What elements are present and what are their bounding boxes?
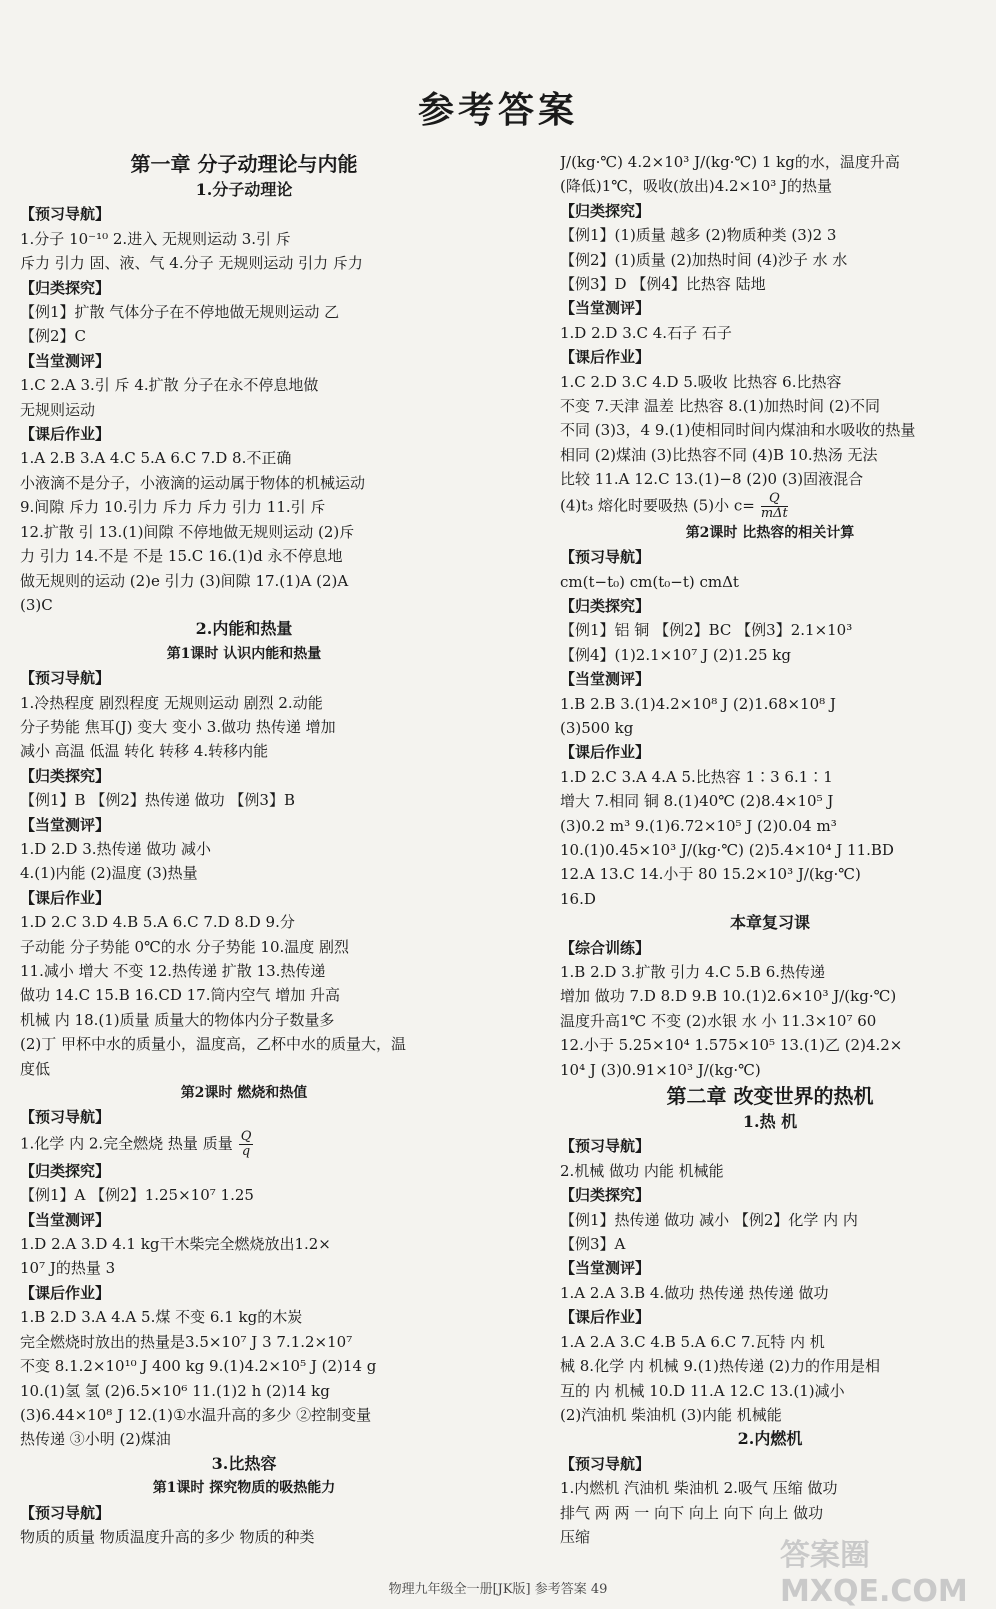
answer-line bbox=[20, 1130, 468, 1159]
answer-line bbox=[560, 492, 980, 521]
line-text: 【课后作业】 bbox=[560, 348, 651, 367]
answer-line bbox=[560, 716, 980, 740]
line-text: 完全燃烧时放出的热量是3.5×10⁷ J 3 7.1.2×10⁷ bbox=[20, 1332, 353, 1351]
answer-line bbox=[20, 1525, 468, 1549]
answer-line bbox=[20, 544, 468, 568]
fraction-numerator: Q bbox=[240, 1129, 252, 1144]
line-text: 本章复习课 bbox=[729, 913, 810, 933]
line-text: 12.小于 5.25×10⁴ 1.575×10⁵ 13.(1)乙 (2)4.2× bbox=[560, 1036, 903, 1055]
answer-line bbox=[20, 1305, 468, 1329]
answer-line bbox=[560, 1403, 980, 1427]
line-text: 12.A 13.C 14.小于 80 15.2×10³ J/(kg·℃) bbox=[560, 865, 861, 884]
section-heading bbox=[560, 1110, 980, 1134]
section-tag bbox=[20, 1281, 468, 1305]
line-text: (降低)1℃，吸收(放出)4.2×10³ J的热量 bbox=[560, 177, 833, 196]
answer-line bbox=[20, 324, 468, 348]
section-tag bbox=[20, 1105, 468, 1129]
fraction-denominator: mΔt bbox=[760, 505, 788, 521]
page-footer: 物理九年级全一册[JK版] 参考答案 49 bbox=[388, 1582, 608, 1597]
answer-line bbox=[560, 618, 980, 642]
answer-line bbox=[20, 495, 468, 519]
line-text: 12.扩散 引 13.(1)间隙 不停地做无规则运动 (2)斥 bbox=[20, 522, 355, 541]
line-text: cm(t−t₀) cm(t₀−t) cmΔt bbox=[560, 572, 739, 591]
line-text: 【归类探究】 bbox=[560, 596, 651, 615]
section-heading bbox=[20, 617, 468, 641]
answer-line bbox=[560, 1379, 980, 1403]
answer-line bbox=[20, 300, 468, 324]
line-text: (3)6.44×10⁸ J 12.(1)①水温升高的多少 ②控制变量 bbox=[20, 1405, 372, 1424]
line-text: 【例3】A bbox=[560, 1235, 626, 1254]
answer-line bbox=[20, 569, 468, 593]
answer-line bbox=[560, 814, 980, 838]
answer-line bbox=[560, 1354, 980, 1378]
section-tag bbox=[560, 1452, 980, 1476]
answer-line bbox=[20, 1183, 468, 1207]
line-text: 10.(1)氢 氢 (2)6.5×10⁶ 11.(1)2 h (2)14 kg bbox=[20, 1381, 330, 1400]
line-text: 【当堂测评】 bbox=[560, 670, 651, 689]
line-text: 1.D 2.C 3.D 4.B 5.A 6.C 7.D 8.D 9.分 bbox=[20, 913, 295, 932]
watermark: 答案圈 MXQE.COM bbox=[780, 1538, 968, 1609]
fraction-numerator: Q bbox=[761, 492, 788, 507]
line-text: 【预习导航】 bbox=[560, 1454, 651, 1473]
line-text: 1.C 2.D 3.C 4.D 5.吸收 比热容 6.比热容 bbox=[560, 372, 842, 391]
lesson-heading bbox=[20, 1476, 468, 1500]
line-text: 1.内燃机 汽油机 柴油机 2.吸气 压缩 做功 bbox=[560, 1479, 838, 1498]
section-tag bbox=[560, 345, 980, 369]
line-text: 相同 (2)煤油 (3)比热容不同 (4)B 10.热汤 无法 bbox=[560, 445, 878, 464]
answer-line bbox=[560, 248, 980, 272]
line-text: 排气 两 两 一 向下 向上 向下 向上 做功 bbox=[560, 1503, 824, 1522]
answer-line bbox=[560, 418, 980, 442]
section-tag bbox=[560, 936, 980, 960]
answer-line bbox=[20, 1032, 468, 1056]
lesson-heading bbox=[560, 521, 980, 545]
answer-line bbox=[560, 1058, 980, 1082]
answer-line bbox=[560, 1232, 980, 1256]
answer-line bbox=[20, 398, 468, 422]
line-text: 第1课时 探究物质的吸热能力 bbox=[152, 1480, 336, 1497]
line-text: 减小 高温 低温 转化 转移 4.转移内能 bbox=[20, 742, 269, 761]
answer-line bbox=[20, 959, 468, 983]
line-text: 热传递 ③小明 (2)煤油 bbox=[20, 1430, 171, 1449]
answer-line bbox=[20, 861, 468, 885]
line-text: (3)500 kg bbox=[560, 718, 634, 737]
section-tag bbox=[560, 667, 980, 691]
line-text: 1.C 2.A 3.引 斥 4.扩散 分子在永不停息地做 bbox=[20, 376, 319, 395]
answer-line bbox=[560, 1208, 980, 1232]
line-text: 比较 11.A 12.C 13.(1)−8 (2)0 (3)固液混合 bbox=[560, 470, 864, 489]
line-text: 小液滴不是分子，小液滴的运动属于物体的机械运动 bbox=[20, 473, 366, 492]
line-text: 【归类探究】 bbox=[560, 201, 651, 220]
section-tag bbox=[560, 740, 980, 764]
line-text: (4)t₃ 熔化时要吸热 (5)小 c= bbox=[560, 496, 755, 515]
answer-line bbox=[560, 838, 980, 862]
page-title: 参考答案 bbox=[417, 89, 578, 131]
line-text: 【课后作业】 bbox=[560, 1308, 651, 1327]
section-tag bbox=[560, 199, 980, 223]
line-text: 压缩 bbox=[560, 1527, 591, 1546]
line-text: 斥力 引力 固、液、气 4.分子 无规则运动 引力 斥力 bbox=[20, 254, 363, 273]
line-text: 物质的质量 物质温度升高的多少 物质的种类 bbox=[20, 1527, 315, 1546]
answer-line bbox=[20, 446, 468, 470]
line-text: 增加 做功 7.D 8.D 9.B 10.(1)2.6×10³ J/(kg·℃) bbox=[560, 987, 897, 1006]
section-tag bbox=[560, 545, 980, 569]
section-heading bbox=[560, 1427, 980, 1451]
line-text: 10⁴ J (3)0.91×10³ J/(kg·℃) bbox=[560, 1060, 761, 1079]
fraction bbox=[239, 1130, 254, 1159]
line-text: 第二章 改变世界的热机 bbox=[666, 1084, 874, 1109]
answer-line bbox=[20, 983, 468, 1007]
line-text: 1.热 机 bbox=[742, 1112, 798, 1132]
answer-line bbox=[20, 1256, 468, 1280]
answer-line bbox=[560, 394, 980, 418]
line-text: 机械 内 18.(1)质量 质量大的物体内分子数量多 bbox=[20, 1010, 335, 1029]
line-text: 做无规则的运动 (2)e 引力 (3)间隙 17.(1)A (2)A bbox=[20, 571, 349, 590]
line-text: (3)0.2 m³ 9.(1)6.72×10⁵ J (2)0.04 m³ bbox=[560, 816, 837, 835]
line-text: 不变 7.天津 温差 比热容 8.(1)加热时间 (2)不同 bbox=[560, 397, 880, 416]
answer-line bbox=[560, 1501, 980, 1525]
section-tag bbox=[20, 349, 468, 373]
answer-line bbox=[560, 1033, 980, 1057]
line-text: 【归类探究】 bbox=[20, 278, 111, 297]
answer-line bbox=[560, 150, 980, 174]
line-text: 【例1】扩散 气体分子在不停地做无规则运动 乙 bbox=[20, 303, 340, 322]
answer-line bbox=[20, 1354, 468, 1378]
answer-line bbox=[560, 1159, 980, 1183]
line-text: 1.B 2.D 3.A 4.A 5.煤 不变 6.1 kg的木炭 bbox=[20, 1308, 303, 1327]
line-text: 【预习导航】 bbox=[560, 548, 651, 567]
fraction-denominator: q bbox=[241, 1143, 251, 1159]
chapter-heading bbox=[560, 1082, 980, 1110]
section-heading bbox=[20, 178, 468, 202]
lesson-heading bbox=[20, 1081, 468, 1105]
line-text: 【当堂测评】 bbox=[20, 815, 111, 834]
line-text: 【预习导航】 bbox=[20, 669, 111, 688]
section-tag bbox=[20, 886, 468, 910]
answer-line bbox=[560, 1330, 980, 1354]
answer-line bbox=[20, 1057, 468, 1081]
answer-line bbox=[20, 1008, 468, 1032]
answer-line bbox=[560, 443, 980, 467]
line-text: 1.A 2.A 3.B 4.做功 热传递 热传递 做功 bbox=[560, 1283, 829, 1302]
line-text: 【当堂测评】 bbox=[20, 1210, 111, 1229]
answer-line bbox=[560, 1009, 980, 1033]
section-tag bbox=[20, 764, 468, 788]
answer-line bbox=[20, 227, 468, 251]
line-text: 1.A 2.A 3.C 4.B 5.A 6.C 7.瓦特 内 机 bbox=[560, 1332, 825, 1351]
answer-line bbox=[20, 691, 468, 715]
answer-line bbox=[560, 570, 980, 594]
line-text: 【例2】C bbox=[20, 327, 87, 346]
answer-line bbox=[20, 715, 468, 739]
section-tag bbox=[20, 1159, 468, 1183]
line-text: 2.内燃机 bbox=[737, 1429, 803, 1449]
line-text: 10⁷ J的热量 3 bbox=[20, 1259, 116, 1278]
line-text: 1.D 2.D 3.热传递 做功 减小 bbox=[20, 839, 212, 858]
line-text: 【课后作业】 bbox=[20, 425, 111, 444]
answer-line bbox=[20, 910, 468, 934]
line-text: (2)汽油机 柴油机 (3)内能 机械能 bbox=[560, 1405, 782, 1424]
line-text: 1.B 2.B 3.(1)4.2×10⁸ J (2)1.68×10⁸ J bbox=[560, 694, 836, 713]
section-tag bbox=[560, 1134, 980, 1158]
line-text: (3)C bbox=[20, 595, 53, 614]
line-text: 做功 14.C 15.B 16.CD 17.筒内空气 增加 升高 bbox=[20, 986, 341, 1005]
answer-line bbox=[20, 739, 468, 763]
section-tag bbox=[20, 813, 468, 837]
line-text: 第2课时 比热容的相关计算 bbox=[685, 524, 855, 541]
section-tag bbox=[560, 594, 980, 618]
line-text: 【综合训练】 bbox=[560, 938, 651, 957]
line-text: 2.内能和热量 bbox=[195, 619, 293, 639]
answer-line bbox=[560, 174, 980, 198]
line-text: 增大 7.相同 铜 8.(1)40℃ (2)8.4×10⁵ J bbox=[560, 792, 834, 811]
answer-line bbox=[560, 1281, 980, 1305]
answer-line bbox=[560, 370, 980, 394]
line-text: 1.冷热程度 剧烈程度 无规则运动 剧烈 2.动能 bbox=[20, 693, 323, 712]
line-text: 【归类探究】 bbox=[20, 1161, 111, 1180]
line-text: 1.分子 10⁻¹⁰ 2.进入 无规则运动 3.引 斥 bbox=[20, 229, 291, 248]
line-text: 【课后作业】 bbox=[560, 743, 651, 762]
line-text: 1.分子动理论 bbox=[195, 180, 293, 199]
answer-line bbox=[20, 593, 468, 617]
line-text: 【例3】D 【例4】比热容 陆地 bbox=[560, 275, 766, 294]
line-text: 【预习导航】 bbox=[20, 205, 111, 224]
answer-line bbox=[560, 765, 980, 789]
line-text: 【课后作业】 bbox=[20, 1283, 111, 1302]
line-text: 不变 8.1.2×10¹⁰ J 400 kg 9.(1)4.2×10⁵ J (2)14 g bbox=[20, 1357, 377, 1376]
section-tag bbox=[20, 1501, 468, 1525]
section-tag bbox=[560, 1256, 980, 1280]
answer-line bbox=[560, 789, 980, 813]
line-text: 16.D bbox=[560, 889, 596, 908]
line-text: 第1课时 认识内能和热量 bbox=[166, 645, 322, 662]
line-text: 1.D 2.D 3.C 4.石子 石子 bbox=[560, 323, 732, 342]
answer-line bbox=[20, 1403, 468, 1427]
section-tag bbox=[560, 296, 980, 320]
line-text: 【预习导航】 bbox=[20, 1108, 111, 1127]
line-text: 10.(1)0.45×10³ J/(kg·℃) (2)5.4×10⁴ J 11.BD bbox=[560, 840, 894, 859]
line-text: 1.D 2.C 3.A 4.A 5.比热容 1∶3 6.1∶1 bbox=[560, 767, 833, 786]
line-text: 【课后作业】 bbox=[20, 888, 111, 907]
answer-line bbox=[20, 373, 468, 397]
line-text: 互的 内 机械 10.D 11.A 12.C 13.(1)减小 bbox=[560, 1381, 845, 1400]
line-text: 4.(1)内能 (2)温度 (3)热量 bbox=[20, 864, 198, 883]
answer-line bbox=[560, 321, 980, 345]
answer-line bbox=[20, 935, 468, 959]
line-text: 【当堂测评】 bbox=[20, 351, 111, 370]
section-tag bbox=[20, 666, 468, 690]
line-text: 2.机械 做功 内能 机械能 bbox=[560, 1161, 724, 1180]
answer-line bbox=[560, 960, 980, 984]
line-text: 1.A 2.B 3.A 4.C 5.A 6.C 7.D 8.不正确 bbox=[20, 449, 292, 468]
line-text: 【例1】热传递 做功 减小 【例2】化学 内 内 bbox=[560, 1210, 858, 1229]
answer-line bbox=[560, 272, 980, 296]
answer-line bbox=[560, 223, 980, 247]
line-text: 【预习导航】 bbox=[560, 1137, 651, 1156]
line-text: 第2课时 燃烧和热值 bbox=[180, 1085, 308, 1102]
line-text: 不同 (3)3，4 9.(1)使相同时间内煤油和水吸收的热量 bbox=[560, 421, 916, 440]
answer-line bbox=[560, 692, 980, 716]
line-text: 【例1】(1)质量 越多 (2)物质种类 (3)2 3 bbox=[560, 226, 837, 245]
section-tag bbox=[20, 422, 468, 446]
line-text: 温度升高1℃ 不变 (2)水银 水 小 11.3×10⁷ 60 bbox=[560, 1011, 877, 1030]
line-text: 【归类探究】 bbox=[20, 766, 111, 785]
answer-line bbox=[20, 788, 468, 812]
answer-line bbox=[20, 520, 468, 544]
line-text: 【归类探究】 bbox=[560, 1186, 651, 1205]
answer-line bbox=[560, 643, 980, 667]
answer-line bbox=[560, 467, 980, 491]
chapter-heading bbox=[20, 150, 468, 178]
line-text: 【例1】A 【例2】1.25×10⁷ 1.25 bbox=[20, 1186, 254, 1205]
line-text: 分子势能 焦耳(J) 变大 变小 3.做功 热传递 增加 bbox=[20, 717, 336, 736]
answer-line bbox=[560, 1476, 980, 1500]
section-tag bbox=[20, 1208, 468, 1232]
section-tag bbox=[560, 1305, 980, 1329]
section-tag bbox=[20, 276, 468, 300]
left-column bbox=[20, 150, 468, 1549]
line-text: 11.减小 增大 不变 12.热传递 扩散 13.热传递 bbox=[20, 962, 326, 980]
line-text: 度低 bbox=[20, 1059, 51, 1078]
line-text: 械 8.化学 内 机械 9.(1)热传递 (2)力的作用是相 bbox=[560, 1357, 880, 1376]
section-tag bbox=[20, 202, 468, 226]
line-text: 1.化学 内 2.完全燃烧 热量 质量 bbox=[20, 1134, 233, 1153]
line-text: (2)丁 甲杯中水的质量小，温度高，乙杯中水的质量大，温 bbox=[20, 1035, 407, 1054]
line-text: 【例4】(1)2.1×10⁷ J (2)1.25 kg bbox=[560, 645, 791, 664]
line-text: 【例2】(1)质量 (2)加热时间 (4)沙子 水 水 bbox=[560, 250, 848, 269]
line-text: 【例1】B 【例2】热传递 做功 【例3】B bbox=[20, 791, 295, 810]
answer-line bbox=[20, 1330, 468, 1354]
line-text: 1.B 2.D 3.扩散 引力 4.C 5.B 6.热传递 bbox=[560, 963, 826, 981]
lesson-heading bbox=[20, 642, 468, 666]
right-column bbox=[560, 150, 980, 1549]
line-text: 【预习导航】 bbox=[20, 1503, 111, 1522]
answer-line bbox=[20, 471, 468, 495]
line-text: 力 引力 14.不是 不是 15.C 16.(1)d 永不停息地 bbox=[20, 547, 343, 566]
answer-line bbox=[20, 1427, 468, 1451]
answer-line bbox=[560, 862, 980, 886]
answer-line bbox=[20, 837, 468, 861]
section-heading bbox=[20, 1452, 468, 1476]
answer-line bbox=[20, 1232, 468, 1256]
answer-line bbox=[560, 887, 980, 911]
line-text: 9.间隙 斥力 10.引力 斥力 斥力 引力 11.引 斥 bbox=[20, 498, 326, 517]
answer-line bbox=[20, 251, 468, 275]
line-text: J/(kg·℃) 4.2×10³ J/(kg·℃) 1 kg的水，温度升高 bbox=[560, 153, 900, 171]
line-text: 第一章 分子动理论与内能 bbox=[130, 152, 358, 176]
answer-line bbox=[20, 1379, 468, 1403]
line-text: 无规则运动 bbox=[20, 400, 96, 419]
line-text: 1.D 2.A 3.D 4.1 kg干木柴完全燃烧放出1.2× bbox=[20, 1235, 331, 1254]
answer-line bbox=[560, 984, 980, 1008]
line-text: 【当堂测评】 bbox=[560, 299, 651, 318]
line-text: 【例1】铝 铜 【例2】BC 【例3】2.1×10³ bbox=[560, 621, 853, 640]
line-text: 【当堂测评】 bbox=[560, 1259, 651, 1278]
line-text: 子动能 分子势能 0℃的水 分子势能 10.温度 剧烈 bbox=[20, 937, 350, 956]
fraction bbox=[761, 492, 788, 521]
line-text: 3.比热容 bbox=[211, 1453, 277, 1473]
section-heading bbox=[560, 911, 980, 935]
section-tag bbox=[560, 1183, 980, 1207]
